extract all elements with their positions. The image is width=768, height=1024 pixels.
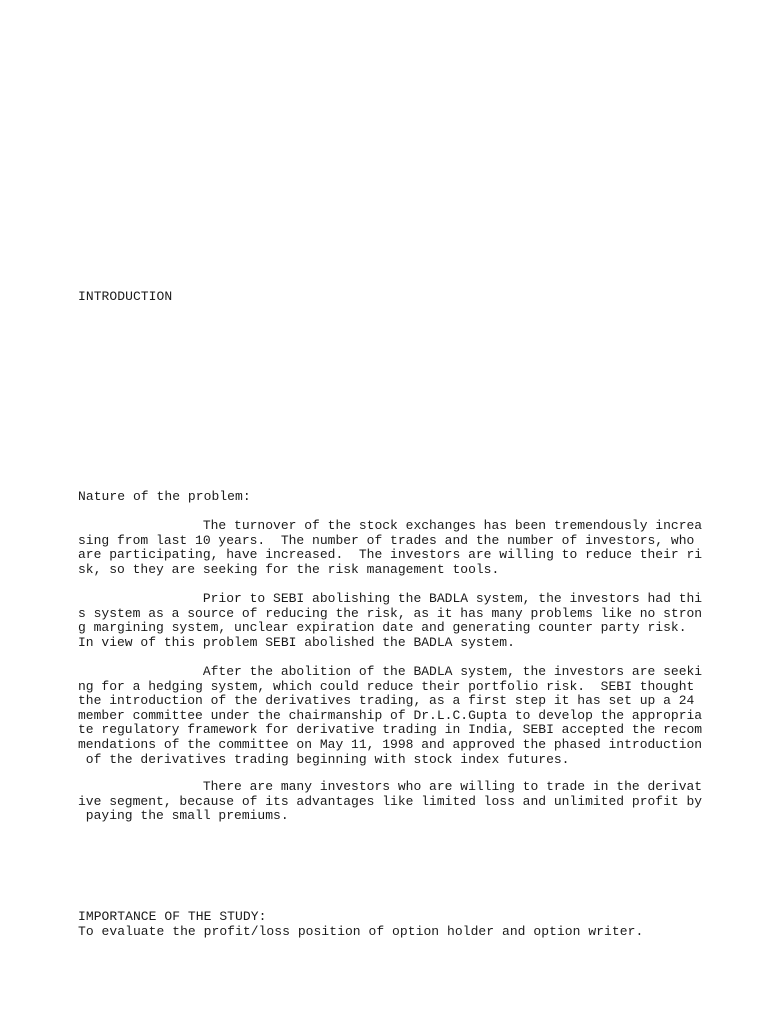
importance-heading: IMPORTANCE OF THE STUDY:: [78, 909, 267, 924]
importance-text: To evaluate the profit/loss position of option holder and option writer.: [78, 924, 644, 939]
paragraph-line: After the abolition of the BADLA system, the investors are seeki: [78, 664, 703, 679]
paragraph-line: sk, so they are seeking for the risk management tools.: [78, 561, 500, 577]
paragraph-line: mendations of the committee on May 11, 1998 and approved the phased introduction: [78, 736, 703, 752]
paragraph-line: paying the small premiums.: [78, 808, 289, 824]
paragraph-line: In view of this problem SEBI abolished the BADLA system.: [78, 634, 515, 650]
paragraph-line: There are many investors who are willing to trade in the derivat: [78, 779, 703, 794]
paragraph-line: s system as a source of reducing the risk, as it has many problems like no stron: [78, 605, 703, 621]
paragraph-1: [78, 519, 702, 577]
paragraph-line: are participating, have increased. The investors are willing to reduce their ri: [78, 547, 703, 563]
paragraph-line: member committee under the chairmanship of Dr.L.C.Gupta to develop the appropria: [78, 707, 703, 723]
paragraph-3: [78, 665, 702, 767]
nature-of-problem-heading: Nature of the problem:: [78, 489, 251, 504]
paragraph-line: The turnover of the stock exchanges has been tremendously increa: [78, 518, 703, 533]
paragraph-4: [78, 780, 702, 824]
paragraph-line: ng for a hedging system, which could reduce their portfolio risk. SEBI thought: [78, 678, 695, 694]
introduction-heading: INTRODUCTION: [78, 289, 173, 304]
paragraph-line: of the derivatives trading beginning with stock index futures.: [78, 751, 570, 767]
paragraph-line: Prior to SEBI abolishing the BADLA system, the investors had thi: [78, 591, 703, 606]
paragraph-2: [78, 592, 702, 650]
paragraph-line: te regulatory framework for derivative trading in India, SEBI accepted the recom: [78, 722, 703, 738]
paragraph-line: sing from last 10 years. The number of trades and the number of investors, who: [78, 532, 695, 548]
paragraph-line: ive segment, because of its advantages like limited loss and unlimited profit by: [78, 793, 703, 809]
paragraph-line: g margining system, unclear expiration date and generating counter party risk.: [78, 620, 687, 636]
paragraph-line: the introduction of the derivatives trading, as a first step it has set up a 24: [78, 693, 695, 709]
